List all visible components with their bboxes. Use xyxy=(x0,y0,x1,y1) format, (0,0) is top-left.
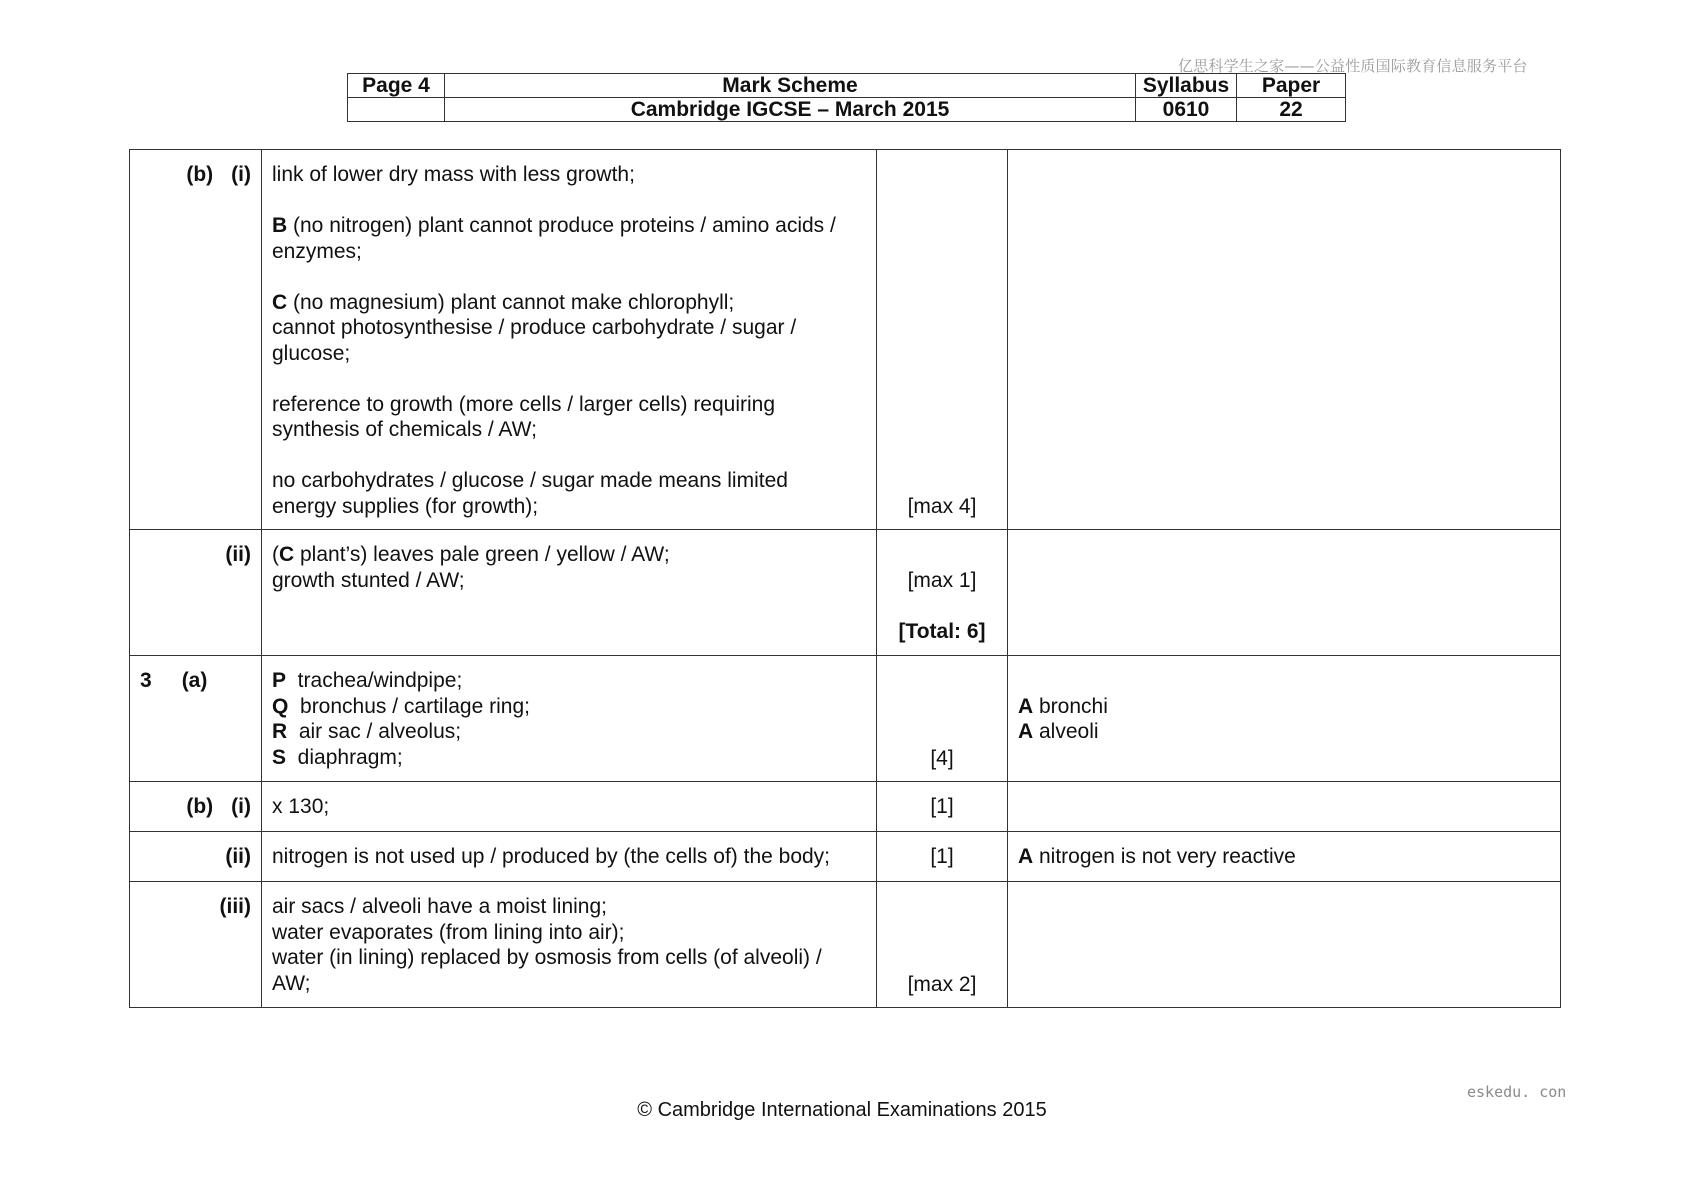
guidance-line xyxy=(1018,694,1550,720)
watermark-bottom: eskedu. con xyxy=(1467,1083,1567,1101)
answer-text: trachea/windpipe; xyxy=(286,669,463,692)
answer-line xyxy=(272,213,866,239)
guidance-text: nitrogen is not very reactive xyxy=(1033,845,1296,868)
answer-line: nitrogen is not used up / produced by (the cells of) the body; xyxy=(272,845,831,868)
mark-cell xyxy=(877,530,1008,656)
answer-cell xyxy=(262,150,877,530)
answer-line: reference to growth (more cells / larger cells) requiring xyxy=(272,392,776,416)
answer-line xyxy=(272,668,866,694)
guidance-text: alveoli xyxy=(1033,720,1099,743)
answer-key: S xyxy=(272,745,287,769)
guidance-cell xyxy=(1008,882,1561,1008)
answer-line: AW; xyxy=(272,971,311,995)
question-subpart: (ii) xyxy=(225,845,251,868)
table-row xyxy=(130,882,1561,1008)
answer-line: enzymes; xyxy=(272,239,362,263)
answer-text: (no nitrogen) plant cannot produce proteins / amino acids / xyxy=(287,214,836,237)
question-part: (b) xyxy=(186,795,214,818)
answer-line: water evaporates (from lining into air); xyxy=(272,920,625,944)
guidance-cell xyxy=(1008,782,1561,832)
guidance-key: A xyxy=(1018,694,1034,718)
answer-line: water (in lining) replaced by osmosis from cells (of alveoli) / xyxy=(272,946,822,969)
question-subpart: (i) xyxy=(231,795,251,818)
answer-text: plant’s) leaves pale green / yellow / AW; xyxy=(294,543,670,566)
header-title: Mark Scheme xyxy=(445,74,1136,98)
mark-value: [max 1] xyxy=(907,568,977,592)
guidance-cell xyxy=(1008,530,1561,656)
mark-cell xyxy=(877,150,1008,530)
header-empty xyxy=(348,98,445,122)
mark-cell xyxy=(877,782,1008,832)
total-mark: [Total: 6] xyxy=(898,619,986,643)
header-subtitle: Cambridge IGCSE – March 2015 xyxy=(445,98,1136,122)
header-syllabus-value: 0610 xyxy=(1136,98,1237,122)
header-page: Page 4 xyxy=(348,74,445,98)
answer-line: energy supplies (for growth); xyxy=(272,494,539,518)
question-number xyxy=(130,656,262,782)
question-number xyxy=(130,530,262,656)
mark-cell xyxy=(877,832,1008,882)
answer-line: no carbohydrates / glucose / sugar made means limited xyxy=(272,469,788,492)
mark-value: [4] xyxy=(930,746,954,770)
mark-value: [max 2] xyxy=(907,972,977,996)
answer-cell xyxy=(262,782,877,832)
question-number xyxy=(130,882,262,1008)
question-number xyxy=(130,782,262,832)
answer-cell xyxy=(262,882,877,1008)
header-paper-value: 22 xyxy=(1237,98,1346,122)
header-table xyxy=(347,73,1346,122)
question-subpart: (iii) xyxy=(219,895,251,918)
answer-key: B xyxy=(272,214,288,237)
header-paper-label: Paper xyxy=(1237,74,1346,98)
question-number xyxy=(130,150,262,530)
answer-key: C xyxy=(272,290,288,314)
table-row xyxy=(130,832,1561,882)
mark-cell xyxy=(877,656,1008,782)
table-row xyxy=(130,530,1561,656)
question-subpart: (i) xyxy=(231,163,251,186)
answer-key: P xyxy=(272,669,287,692)
table-row xyxy=(130,656,1561,782)
answer-line: air sacs / alveoli have a moist lining; xyxy=(272,895,607,918)
mark-scheme-table xyxy=(129,149,1561,1008)
mark-cell xyxy=(877,882,1008,1008)
answer-line: cannot photosynthesise / produce carbohydrate / sugar / xyxy=(272,316,797,339)
answer-line: x 130; xyxy=(272,795,330,818)
mark-value: [1] xyxy=(930,795,954,818)
answer-line: synthesis of chemicals / AW; xyxy=(272,418,537,441)
answer-line xyxy=(272,290,866,316)
answer-key: C xyxy=(279,543,295,566)
guidance-cell xyxy=(1008,832,1561,882)
answer-cell xyxy=(262,656,877,782)
answer-key: Q xyxy=(272,694,289,718)
answer-key: R xyxy=(272,720,288,743)
table-row xyxy=(130,150,1561,530)
answer-line xyxy=(272,719,866,745)
answer-text: bronchus / cartilage ring; xyxy=(288,694,530,718)
answer-cell xyxy=(262,530,877,656)
answer-text: ( xyxy=(272,543,279,566)
guidance-line xyxy=(1018,844,1550,870)
answer-line: glucose; xyxy=(272,341,351,365)
footer-copyright: © Cambridge International Examinations 2015 xyxy=(637,1099,1047,1121)
guidance-cell xyxy=(1008,150,1561,530)
answer-cell xyxy=(262,832,877,882)
guidance-text: bronchi xyxy=(1033,694,1108,718)
guidance-key: A xyxy=(1018,720,1034,743)
answer-text: air sac / alveolus; xyxy=(287,720,462,743)
mark-value: [1] xyxy=(930,845,954,868)
question-part: (a) xyxy=(181,669,208,692)
guidance-cell xyxy=(1008,656,1561,782)
header-syllabus-label: Syllabus xyxy=(1136,74,1237,98)
answer-line xyxy=(272,745,866,771)
answer-line xyxy=(272,694,866,720)
mark-value: [max 4] xyxy=(907,494,977,518)
guidance-key: A xyxy=(1018,845,1034,868)
question-subpart: (ii) xyxy=(225,543,251,566)
guidance-line xyxy=(1018,719,1550,745)
answer-text: diaphragm; xyxy=(286,745,403,769)
answer-text: (no magnesium) plant cannot make chlorophyll; xyxy=(287,290,735,314)
question-number xyxy=(130,832,262,882)
watermark-top: 亿思科学生之家——公益性质国际教育信息服务平台 xyxy=(1178,57,1528,75)
question-part: (b) xyxy=(186,163,214,186)
answer-line: link of lower dry mass with less growth; xyxy=(272,163,635,186)
table-row xyxy=(130,782,1561,832)
answer-line xyxy=(272,542,866,568)
question-main: 3 xyxy=(140,669,152,692)
answer-line: growth stunted / AW; xyxy=(272,568,465,592)
